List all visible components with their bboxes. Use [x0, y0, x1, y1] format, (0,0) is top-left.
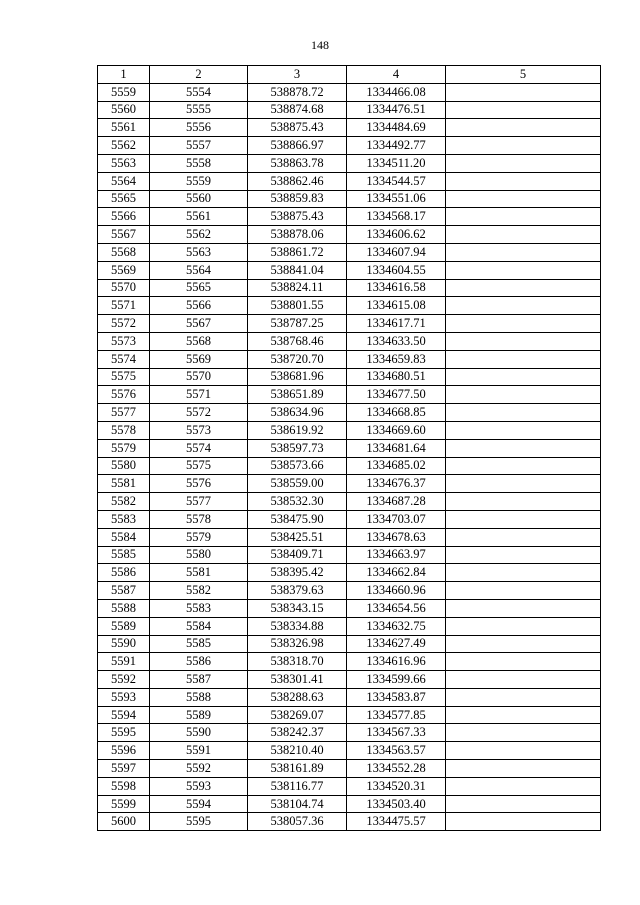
table-cell-col-5	[446, 243, 601, 261]
table-row	[98, 813, 601, 831]
table-row	[98, 208, 601, 226]
table-cell-col-2: 5592	[150, 760, 248, 778]
table-cell-col-3: 538343.15	[248, 599, 347, 617]
table-row	[98, 724, 601, 742]
table-row	[98, 332, 601, 350]
table-cell-col-1: 5569	[98, 261, 150, 279]
table-cell-col-5	[446, 119, 601, 137]
table-row	[98, 297, 601, 315]
table-row	[98, 706, 601, 724]
table-row	[98, 493, 601, 511]
table-cell-col-1: 5584	[98, 528, 150, 546]
table-cell-col-1: 5578	[98, 421, 150, 439]
table-cell-col-1: 5574	[98, 350, 150, 368]
table-cell-col-1: 5580	[98, 457, 150, 475]
table-cell-col-3: 538475.90	[248, 510, 347, 528]
table-cell-col-2: 5577	[150, 493, 248, 511]
table-row	[98, 154, 601, 172]
table-cell-col-3: 538161.89	[248, 760, 347, 778]
table-cell-col-2: 5593	[150, 777, 248, 795]
table-cell-col-2: 5558	[150, 154, 248, 172]
table-cell-col-1: 5594	[98, 706, 150, 724]
table-cell-col-2: 5574	[150, 439, 248, 457]
table-row	[98, 190, 601, 208]
table-cell-col-2: 5565	[150, 279, 248, 297]
table-header	[98, 66, 601, 84]
table-row	[98, 528, 601, 546]
table-cell-col-4: 1334616.96	[347, 653, 446, 671]
table-cell-col-1: 5581	[98, 475, 150, 493]
table-row	[98, 688, 601, 706]
table-cell-col-5	[446, 760, 601, 778]
table-row	[98, 564, 601, 582]
column-header-2: 2	[150, 66, 248, 84]
column-header-3: 3	[248, 66, 347, 84]
table-cell-col-4: 1334663.97	[347, 546, 446, 564]
table-cell-col-3: 538874.68	[248, 101, 347, 119]
table-cell-col-1: 5566	[98, 208, 150, 226]
table-cell-col-2: 5588	[150, 688, 248, 706]
table-cell-col-5	[446, 279, 601, 297]
table-row	[98, 101, 601, 119]
table-cell-col-5	[446, 297, 601, 315]
table-cell-col-2: 5586	[150, 653, 248, 671]
table-cell-col-5	[446, 475, 601, 493]
table-cell-col-1: 5561	[98, 119, 150, 137]
table-cell-col-3: 538878.06	[248, 226, 347, 244]
table-row	[98, 243, 601, 261]
table-row	[98, 742, 601, 760]
table-cell-col-1: 5583	[98, 510, 150, 528]
table-cell-col-3: 538057.36	[248, 813, 347, 831]
table-cell-col-2: 5555	[150, 101, 248, 119]
table-cell-col-4: 1334520.31	[347, 777, 446, 795]
table-cell-col-3: 538318.70	[248, 653, 347, 671]
table-cell-col-5	[446, 190, 601, 208]
table-cell-col-4: 1334676.37	[347, 475, 446, 493]
table-cell-col-4: 1334544.57	[347, 172, 446, 190]
table-cell-col-4: 1334563.57	[347, 742, 446, 760]
table-cell-col-4: 1334616.58	[347, 279, 446, 297]
table-cell-col-3: 538619.92	[248, 421, 347, 439]
table-cell-col-2: 5564	[150, 261, 248, 279]
table-cell-col-4: 1334606.62	[347, 226, 446, 244]
table-cell-col-1: 5590	[98, 635, 150, 653]
table-cell-col-2: 5589	[150, 706, 248, 724]
table-cell-col-3: 538395.42	[248, 564, 347, 582]
table-cell-col-5	[446, 137, 601, 155]
table-cell-col-3: 538801.55	[248, 297, 347, 315]
table-row	[98, 83, 601, 101]
table-cell-col-5	[446, 421, 601, 439]
table-row	[98, 795, 601, 813]
table-cell-col-1: 5571	[98, 297, 150, 315]
table-cell-col-4: 1334633.50	[347, 332, 446, 350]
table-cell-col-3: 538269.07	[248, 706, 347, 724]
table-cell-col-3: 538210.40	[248, 742, 347, 760]
table-cell-col-5	[446, 315, 601, 333]
table-row	[98, 617, 601, 635]
table-cell-col-5	[446, 688, 601, 706]
table-cell-col-1: 5568	[98, 243, 150, 261]
table-cell-col-2: 5571	[150, 386, 248, 404]
table-cell-col-3: 538824.11	[248, 279, 347, 297]
table-cell-col-3: 538866.97	[248, 137, 347, 155]
table-cell-col-2: 5590	[150, 724, 248, 742]
table-cell-col-1: 5593	[98, 688, 150, 706]
table-cell-col-2: 5561	[150, 208, 248, 226]
table-cell-col-2: 5554	[150, 83, 248, 101]
table-cell-col-2: 5591	[150, 742, 248, 760]
table-cell-col-2: 5587	[150, 671, 248, 689]
table-cell-col-1: 5588	[98, 599, 150, 617]
page-number: 148	[311, 38, 329, 52]
table-cell-col-1: 5592	[98, 671, 150, 689]
table-cell-col-1: 5559	[98, 83, 150, 101]
table-cell-col-2: 5570	[150, 368, 248, 386]
table-cell-col-5	[446, 777, 601, 795]
table-cell-col-5	[446, 83, 601, 101]
table-cell-col-5	[446, 368, 601, 386]
table-row	[98, 439, 601, 457]
column-header-4: 4	[347, 66, 446, 84]
table-cell-col-5	[446, 350, 601, 368]
table-cell-col-3: 538326.98	[248, 635, 347, 653]
table-cell-col-5	[446, 795, 601, 813]
table-cell-col-3: 538720.70	[248, 350, 347, 368]
table-cell-col-4: 1334567.33	[347, 724, 446, 742]
table-cell-col-3: 538841.04	[248, 261, 347, 279]
table-cell-col-4: 1334503.40	[347, 795, 446, 813]
table-cell-col-4: 1334607.94	[347, 243, 446, 261]
table-cell-col-2: 5595	[150, 813, 248, 831]
table-cell-col-5	[446, 261, 601, 279]
table-cell-col-5	[446, 671, 601, 689]
table-cell-col-4: 1334577.85	[347, 706, 446, 724]
table-cell-col-3: 538878.72	[248, 83, 347, 101]
table-cell-col-2: 5569	[150, 350, 248, 368]
table-row	[98, 315, 601, 333]
table-cell-col-5	[446, 172, 601, 190]
table-cell-col-4: 1334511.20	[347, 154, 446, 172]
table-cell-col-3: 538875.43	[248, 208, 347, 226]
table-cell-col-3: 538559.00	[248, 475, 347, 493]
table-cell-col-5	[446, 510, 601, 528]
table-row	[98, 261, 601, 279]
table-cell-col-5	[446, 724, 601, 742]
table-cell-col-4: 1334668.85	[347, 404, 446, 422]
table-cell-col-2: 5583	[150, 599, 248, 617]
table-cell-col-4: 1334654.56	[347, 599, 446, 617]
table-cell-col-1: 5562	[98, 137, 150, 155]
table-row	[98, 635, 601, 653]
table-cell-col-4: 1334685.02	[347, 457, 446, 475]
table-cell-col-3: 538787.25	[248, 315, 347, 333]
table-row	[98, 599, 601, 617]
table-cell-col-4: 1334627.49	[347, 635, 446, 653]
table-cell-col-1: 5597	[98, 760, 150, 778]
table-row	[98, 279, 601, 297]
table-row	[98, 404, 601, 422]
table-cell-col-2: 5566	[150, 297, 248, 315]
column-header-1: 1	[98, 66, 150, 84]
table-cell-col-3: 538288.63	[248, 688, 347, 706]
table-cell-col-3: 538597.73	[248, 439, 347, 457]
table-cell-col-5	[446, 457, 601, 475]
table-cell-col-3: 538862.46	[248, 172, 347, 190]
table-cell-col-1: 5585	[98, 546, 150, 564]
table-cell-col-3: 538334.88	[248, 617, 347, 635]
table-cell-col-4: 1334678.63	[347, 528, 446, 546]
table-cell-col-1: 5563	[98, 154, 150, 172]
table-cell-col-1: 5599	[98, 795, 150, 813]
table-cell-col-5	[446, 386, 601, 404]
table-cell-col-3: 538651.89	[248, 386, 347, 404]
table-cell-col-3: 538875.43	[248, 119, 347, 137]
header-row	[98, 66, 601, 84]
table-cell-col-4: 1334703.07	[347, 510, 446, 528]
table-cell-col-2: 5572	[150, 404, 248, 422]
table-cell-col-1: 5579	[98, 439, 150, 457]
table-cell-col-4: 1334604.55	[347, 261, 446, 279]
table-row	[98, 653, 601, 671]
table-cell-col-4: 1334583.87	[347, 688, 446, 706]
table-row	[98, 671, 601, 689]
table-cell-col-1: 5577	[98, 404, 150, 422]
table-cell-col-5	[446, 813, 601, 831]
table-cell-col-2: 5560	[150, 190, 248, 208]
table-cell-col-2: 5582	[150, 582, 248, 600]
table-cell-col-1: 5575	[98, 368, 150, 386]
table-cell-col-2: 5557	[150, 137, 248, 155]
table-row	[98, 457, 601, 475]
table-cell-col-3: 538863.78	[248, 154, 347, 172]
table-row	[98, 137, 601, 155]
table-row	[98, 368, 601, 386]
table-cell-col-3: 538425.51	[248, 528, 347, 546]
table-cell-col-2: 5581	[150, 564, 248, 582]
table-row	[98, 475, 601, 493]
table-cell-col-2: 5567	[150, 315, 248, 333]
table-row	[98, 172, 601, 190]
table-cell-col-4: 1334599.66	[347, 671, 446, 689]
table-row	[98, 350, 601, 368]
table-cell-col-4: 1334551.06	[347, 190, 446, 208]
table-cell-col-2: 5578	[150, 510, 248, 528]
table-row	[98, 421, 601, 439]
table-cell-col-5	[446, 599, 601, 617]
table-cell-col-4: 1334632.75	[347, 617, 446, 635]
table-cell-col-5	[446, 101, 601, 119]
table-cell-col-4: 1334484.69	[347, 119, 446, 137]
table-cell-col-4: 1334660.96	[347, 582, 446, 600]
table-row	[98, 386, 601, 404]
table-cell-col-1: 5586	[98, 564, 150, 582]
table-cell-col-3: 538409.71	[248, 546, 347, 564]
table-cell-col-1: 5567	[98, 226, 150, 244]
table-cell-col-2: 5575	[150, 457, 248, 475]
table-cell-col-2: 5556	[150, 119, 248, 137]
table-cell-col-3: 538116.77	[248, 777, 347, 795]
table-cell-col-1: 5582	[98, 493, 150, 511]
table-row	[98, 510, 601, 528]
table-cell-col-4: 1334662.84	[347, 564, 446, 582]
table-cell-col-3: 538859.83	[248, 190, 347, 208]
table-cell-col-2: 5584	[150, 617, 248, 635]
table-cell-col-4: 1334681.64	[347, 439, 446, 457]
table-row	[98, 777, 601, 795]
table-cell-col-4: 1334669.60	[347, 421, 446, 439]
table-cell-col-1: 5565	[98, 190, 150, 208]
table-cell-col-2: 5573	[150, 421, 248, 439]
table-cell-col-3: 538681.96	[248, 368, 347, 386]
table-cell-col-3: 538768.46	[248, 332, 347, 350]
table-row	[98, 546, 601, 564]
table-cell-col-1: 5560	[98, 101, 150, 119]
table-cell-col-5	[446, 528, 601, 546]
table-cell-col-4: 1334492.77	[347, 137, 446, 155]
table-cell-col-3: 538532.30	[248, 493, 347, 511]
table-cell-col-4: 1334687.28	[347, 493, 446, 511]
table-cell-col-4: 1334677.50	[347, 386, 446, 404]
table-cell-col-1: 5589	[98, 617, 150, 635]
table-cell-col-1: 5600	[98, 813, 150, 831]
table-cell-col-5	[446, 635, 601, 653]
table-cell-col-5	[446, 706, 601, 724]
table-cell-col-4: 1334476.51	[347, 101, 446, 119]
table-cell-col-3: 538379.63	[248, 582, 347, 600]
table-cell-col-5	[446, 226, 601, 244]
table-cell-col-4: 1334680.51	[347, 368, 446, 386]
table-row	[98, 760, 601, 778]
table-body	[98, 83, 601, 830]
table-cell-col-2: 5594	[150, 795, 248, 813]
table-cell-col-2: 5580	[150, 546, 248, 564]
table-cell-col-5	[446, 208, 601, 226]
table-cell-col-5	[446, 742, 601, 760]
coordinates-table	[97, 65, 601, 831]
table-cell-col-1: 5570	[98, 279, 150, 297]
table-cell-col-1: 5564	[98, 172, 150, 190]
table-row	[98, 226, 601, 244]
table-cell-col-1: 5596	[98, 742, 150, 760]
table-cell-col-2: 5585	[150, 635, 248, 653]
table-cell-col-4: 1334552.28	[347, 760, 446, 778]
table-cell-col-1: 5572	[98, 315, 150, 333]
table-cell-col-1: 5573	[98, 332, 150, 350]
table-cell-col-2: 5559	[150, 172, 248, 190]
table-cell-col-5	[446, 564, 601, 582]
table-cell-col-4: 1334615.08	[347, 297, 446, 315]
table-cell-col-3: 538242.37	[248, 724, 347, 742]
table-cell-col-1: 5598	[98, 777, 150, 795]
table-cell-col-5	[446, 617, 601, 635]
table-cell-col-4: 1334659.83	[347, 350, 446, 368]
table-cell-col-5	[446, 582, 601, 600]
table-row	[98, 582, 601, 600]
table-cell-col-5	[446, 404, 601, 422]
table-cell-col-4: 1334617.71	[347, 315, 446, 333]
column-header-5: 5	[446, 66, 601, 84]
table-cell-col-1: 5595	[98, 724, 150, 742]
table-cell-col-3: 538301.41	[248, 671, 347, 689]
table-cell-col-5	[446, 154, 601, 172]
table-cell-col-2: 5562	[150, 226, 248, 244]
table-cell-col-5	[446, 332, 601, 350]
table-cell-col-2: 5563	[150, 243, 248, 261]
table-cell-col-5	[446, 546, 601, 564]
table-cell-col-4: 1334466.08	[347, 83, 446, 101]
table-cell-col-3: 538104.74	[248, 795, 347, 813]
table-cell-col-3: 538573.66	[248, 457, 347, 475]
table-cell-col-2: 5579	[150, 528, 248, 546]
table-cell-col-1: 5591	[98, 653, 150, 671]
table-row	[98, 119, 601, 137]
table-cell-col-5	[446, 653, 601, 671]
table-cell-col-1: 5587	[98, 582, 150, 600]
table-cell-col-3: 538634.96	[248, 404, 347, 422]
table-cell-col-2: 5576	[150, 475, 248, 493]
table-cell-col-4: 1334475.57	[347, 813, 446, 831]
table-cell-col-3: 538861.72	[248, 243, 347, 261]
table-cell-col-2: 5568	[150, 332, 248, 350]
table-cell-col-5	[446, 493, 601, 511]
table-cell-col-4: 1334568.17	[347, 208, 446, 226]
table-cell-col-5	[446, 439, 601, 457]
table-cell-col-1: 5576	[98, 386, 150, 404]
